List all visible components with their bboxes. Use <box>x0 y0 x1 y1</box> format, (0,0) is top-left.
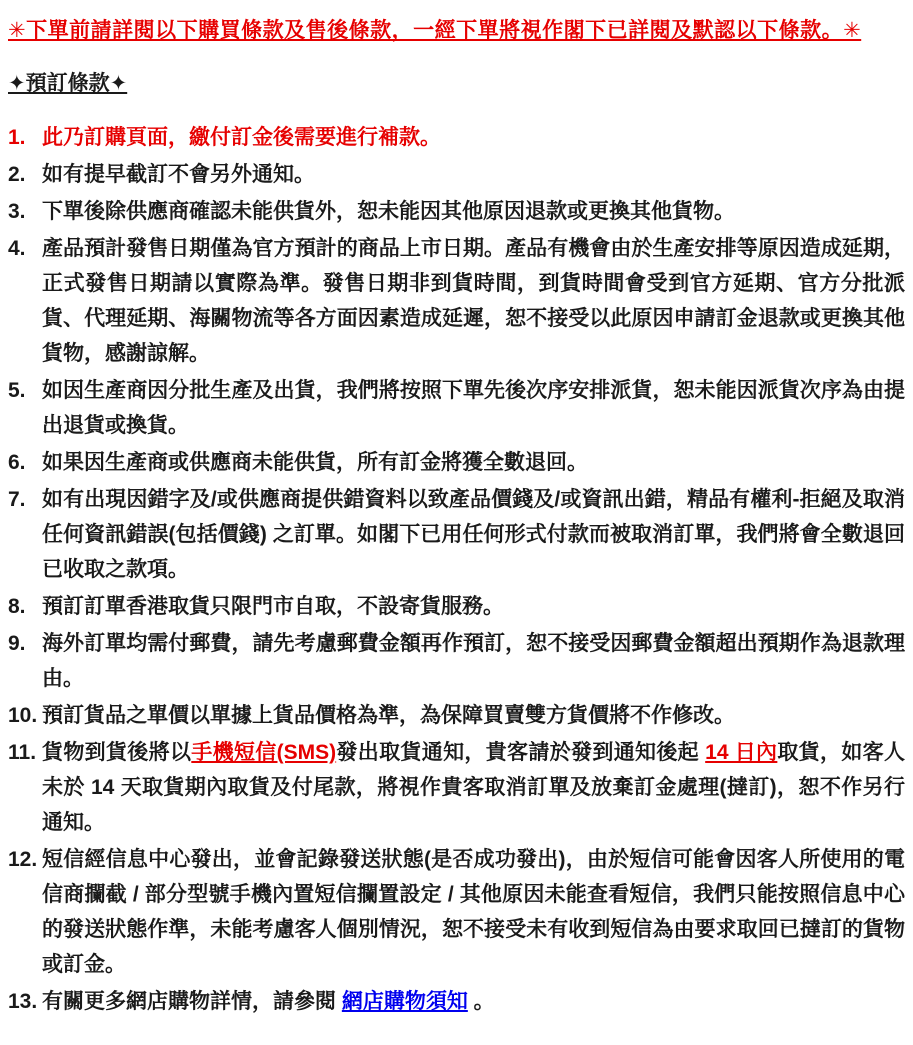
terms-list <box>8 120 905 1019</box>
term-number: 5. <box>8 379 26 402</box>
term-text <box>42 194 905 229</box>
term-text <box>42 589 905 624</box>
term-item-5 <box>8 373 905 443</box>
term-text <box>42 626 905 696</box>
text-segment: 下單後除供應商確認未能供貨外，恕未能因其他原因退款或更換其他貨物。 <box>42 200 735 223</box>
term-item-7 <box>8 482 905 587</box>
term-number: 4. <box>8 237 26 260</box>
text-segment: 產品預計發售日期僅為官方預計的商品上市日期。產品有機會由於生產安排等原因造成延期，正式發售日期請以實際為準。發售日期非到貨時間，到貨時間會受到官方延期、官方分批派貨、代理延期、海關物流等各方面因素造成延遲，恕不接受以此原因申請訂金退款或更換其他貨物，感謝諒解。 <box>42 237 905 365</box>
purchase-notice-title: ✳下單前請詳閱以下購買條款及售後條款，一經下單將視作閣下已詳閱及默認以下條款。✳ <box>8 19 862 42</box>
term-number: 12. <box>8 848 38 871</box>
text-segment: 海外訂單均需付郵費，請先考慮郵費金額再作預訂，恕不接受因郵費金額超出預期作為退款理由。 <box>42 632 905 690</box>
term-item-9 <box>8 626 905 696</box>
term-text <box>42 735 905 840</box>
text-segment: 短信經信息中心發出，並會記錄發送狀態(是否成功發出)，由於短信可能會因客人所使用的電信商攔截 / 部分型號手機內置短信攔置設定 / 其他原因未能查看短信，我們只能按照信息中心的發送狀態作準，未能考慮客人個別情況，恕不接受未有收到短信為由要求取回已撻訂的貨物或訂金。 <box>42 848 905 976</box>
text-segment: 取貨，如客人未於 14 天取貨期內取貨及付尾款，將視作貴客取消訂單及放棄訂金處理(撻訂)，恕不作另行通知。 <box>42 741 905 834</box>
term-number: 13. <box>8 990 38 1013</box>
highlighted-text: 14 日內 <box>705 741 778 764</box>
term-number: 7. <box>8 488 26 511</box>
term-number: 10. <box>8 704 38 727</box>
term-item-12 <box>8 842 905 982</box>
term-text <box>42 231 905 371</box>
term-text <box>42 842 905 982</box>
term-text <box>42 482 905 587</box>
term-number: 3. <box>8 200 26 223</box>
text-segment: 有關更多網店購物詳情，請參閱 <box>42 990 342 1013</box>
text-segment: 如有出現因錯字及/或供應商提供錯資料以致產品價錢及/或資訊出錯，精品有權利-拒絕及取消任何資訊錯誤(包括價錢) 之訂單。如閣下已用任何形式付款而被取消訂單，我們將會全數退回已收取之款項。 <box>42 488 905 581</box>
term-item-3 <box>8 194 905 229</box>
text-segment: 此乃訂購頁面，繳付訂金後需要進行補款。 <box>42 126 441 149</box>
term-number: 11. <box>8 741 37 764</box>
term-text <box>42 445 905 480</box>
preorder-terms-heading: ✦預訂條款✦ <box>8 72 128 95</box>
term-text <box>42 157 905 192</box>
text-segment: 如因生產商因分批生產及出貨，我們將按照下單先後次序安排派貨，恕未能因派貨次序為由提出退貨或換貨。 <box>42 379 905 437</box>
text-segment: 如有提早截訂不會另外通知。 <box>42 163 315 186</box>
term-item-2 <box>8 157 905 192</box>
term-item-6 <box>8 445 905 480</box>
term-item-13 <box>8 984 905 1019</box>
term-number: 2. <box>8 163 26 186</box>
text-segment: 發出取貨通知，貴客請於發到通知後起 <box>336 741 706 764</box>
text-segment: 貨物到貨後將以 <box>42 741 192 764</box>
term-item-4 <box>8 231 905 371</box>
term-item-1 <box>8 120 905 155</box>
term-text <box>42 984 905 1019</box>
term-item-10 <box>8 698 905 733</box>
term-number: 8. <box>8 595 26 618</box>
term-number: 6. <box>8 451 26 474</box>
term-text <box>42 373 905 443</box>
term-item-8 <box>8 589 905 624</box>
term-number: 9. <box>8 632 26 655</box>
text-segment: 。 <box>467 990 495 1013</box>
text-segment: 預訂訂單香港取貨只限門市自取，不設寄貨服務。 <box>42 595 504 618</box>
term-text <box>42 698 905 733</box>
term-item-11 <box>8 735 905 840</box>
store-shopping-notice-link[interactable]: 網店購物須知 <box>341 990 468 1013</box>
text-segment: 如果因生產商或供應商未能供貨，所有訂金將獲全數退回。 <box>42 451 588 474</box>
text-segment: 預訂貨品之單價以單據上貨品價格為準，為保障買賣雙方貨價將不作修改。 <box>42 704 735 727</box>
term-text <box>42 120 905 155</box>
term-number: 1. <box>8 126 26 149</box>
highlighted-text: 手機短信(SMS) <box>191 741 337 764</box>
